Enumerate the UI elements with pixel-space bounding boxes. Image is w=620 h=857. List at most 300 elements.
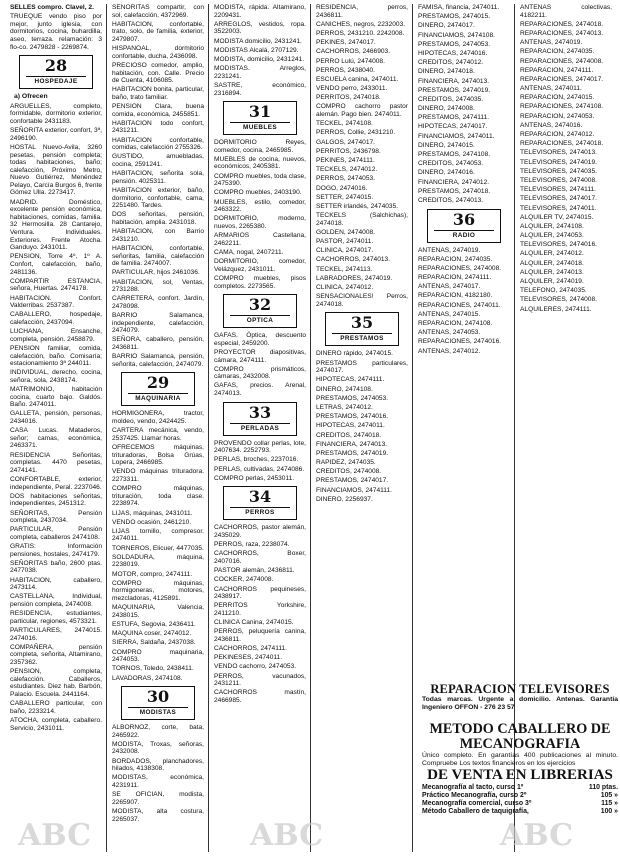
ad-text: FINANCIERA, 2474013. [316,440,388,448]
ad-text: FINANCIERA, 2474013. [418,77,490,85]
ad-text: TELEVISORES, 2474008. [520,176,597,184]
price-row [422,808,618,816]
ad-text: MODISTAS, económica, 4231911. [112,774,204,790]
ad-text: TECKELS, 2474012. [316,166,378,174]
ad-text: PERROS, 2438040. [316,66,376,74]
section-title: OPTICA [230,315,290,324]
ad-text: PERROS, 2474053. [316,175,376,183]
ad-text: MAQUINA coser, 2474012. [112,630,192,638]
ad-text: MADRID. Doméstico, excelente pensión económica, habitaciones, comidas, familia. 32 Hermosilla. 28 Cantarejo, Ventura. Individuales. Exteriores. Frente Atocha. Ganduyo. 2431011. [10,198,102,252]
section-number: 33 [248,402,272,422]
ad-text: PERROS, vacunados, 2431211. [214,672,306,688]
ad-text: SEÑORITAS compartir, con sol, calefacción, 4372969. [112,4,204,19]
ad-text: VENDO máquinas trituradora. 2273311. [112,468,204,483]
ad-text: COMPRO prismáticos, cámaras, 2432008. [214,365,306,381]
ad-text: COMPRO muebles, 2403190. [214,189,302,197]
ad-text: TECKEL, 2474113. [316,265,373,273]
ad-text: REPARACION, 2474035. [520,48,595,56]
ad-text: CASA Lucas. Mataderos, señor; camas, económica, 2463371. [10,427,102,450]
ad-text: TRUEQUE vendo piso por mejor, junto iglesia, con dormitorios, cocina, buhardilla, aseo, terraza. relamación: 3 flo-co. 2479828 - 2269874. [10,13,102,51]
column-divider [310,4,311,852]
ad-text: DINERO, 2474018. [418,68,475,76]
price-label: Mecanografía comercial, curso 3º [422,800,532,808]
ad-text: ANTENAS, 2474011. [520,85,582,93]
price-row [422,792,618,800]
section-title: PERLADAS [230,423,290,432]
ad-text: MAQUINARIA, Valencia, 2438015. [112,604,204,619]
ad-text: REPARACIONES, 2474108. [520,103,604,111]
ad-text: GAFAS, precios. Arenal, 2474013. [214,382,306,398]
ad-text: FINANCIAMOS, 2474108. [418,31,495,39]
ad-text: PARTICULARES, 2474015. 2474016. [10,627,102,642]
price-label: Método Caballero de taquigrafía, [422,808,529,816]
ad-text: CONFORTABLE, exterior, independiente, Peral. 2237046. [10,475,102,491]
ad-text: CLINICA, 2474017. [316,247,374,255]
ad-text: PRESTAMOS, 2474018. [418,187,491,195]
watermark-stamp: ABC [250,818,324,853]
ad-text: PRECIOSO comedor, amplio, habitación, con. Calle. Precio de Cuenta, 4106085. [112,61,204,85]
section-header-34 [223,486,297,520]
ad-text: PERROS, raza, 2238074. [214,541,290,549]
ad-text: DINERO, 2256937. [316,495,373,503]
section-title: PERROS [230,507,290,516]
typing-method-ad [422,722,618,816]
ad-text: MODISTAS. Arreglos, 2231241. [214,65,306,80]
ad-text: PERROS, Collie, 2431210. [316,129,396,137]
ad-text: PENSION, completa, calefacción. Caballeros, estudiantes. Diez hab. Barbón, Palacio. Escuela. 2441164. [10,668,102,698]
price-list [422,784,618,816]
ad-text: VENDO cachorro, 2474053. [214,663,297,671]
ad-text: GALGOS, 2474017. [316,138,376,146]
ad-text: ARMARIOS Castellana, 2462211. [214,232,306,247]
ad-list [520,149,612,239]
ad-heading: REPARACION TELEVISORES [430,682,610,696]
ad-text: FINANCIAMOS, 2474111. [316,486,392,494]
ad-text: CREDITOS, 2474012. [418,59,484,67]
ad-text: INDIVIDUAL, derecho, cocina, señora, sola, 2438174. [10,369,102,384]
ad-text: TORNOS, Toledo, 2438411. [112,665,194,673]
ad-text: HISPANOAL, dormitorio confortable, ducha, 2436098. [112,45,204,60]
ad-text: SENSACIONALES! Perros, 2474018. [316,293,408,308]
ad-text: ANTENAS, 2474017. [418,283,481,291]
ad-list [520,241,612,313]
ad-text: TECKEL, 2474108. [316,120,373,128]
ad-text: ALQUILER, 2474019. [520,278,584,286]
column-divider [106,4,107,852]
ad-text: MODISTAS Alcalá, 2707129. [214,46,299,54]
ad-text: HABITACION todo confort, 2431211. [112,119,204,135]
ad-text: HIPOTECAS, 2474111. [316,376,385,384]
ad-text: HABITACION exterior, baño, dormitorio, confortable, cama, 2251480. Tardes. [112,187,204,210]
ad-text: COMPRO perlas, 2453011. [214,474,295,482]
ad-text: FINANCIAMOS, 2474011. [418,132,495,140]
section-header-30 [121,686,195,720]
ad-text: REPARACIONES, 2474016. [418,338,502,346]
ad-text: PRESTAMOS particulares, 2474017. [316,359,408,375]
ad-text: GOLDEN, 2474008. [316,228,376,236]
section-title: MODISTAS [128,707,188,716]
ad-text: CREDITOS, 2474013. [418,196,484,204]
ad-text: COMPRO máquinas, trituración, toda clase. 2238974. [112,485,204,508]
ad-text: ALQUILERES, 2474111. [520,305,592,313]
ad-text: PROYECTOR diapositivas, cámara, 2474111. [214,348,306,364]
ad-text: CACHORROS pequineses, 2438917. [214,585,306,601]
ad-text: RESIDENCIA, perros, 2436811. [316,4,408,19]
ad-text: PERLAS, cultivadas, 2474086. [214,465,305,473]
ad-text: ALBORNOZ, corte, bata, 2465922. [112,724,204,739]
ad-text: CACHORROS, 2474111. [214,645,288,653]
ad-list [112,724,204,823]
ad-text: HABITACION confortable, comidas, calefacción 2755326. [112,136,204,152]
ad-text: ESCUELA canina, 2474011. [316,75,399,83]
ad-list [214,332,306,398]
ad-heading: METODO CABALLERO DE MECANOGRAFIA [429,721,611,752]
price-value: 115 » [601,800,618,808]
ad-list [112,4,204,368]
ad-text: HIPOTECAS, 2474011. [316,422,385,430]
ad-text: REPARACION, 4182180. [418,292,493,300]
section-number: 28 [44,56,68,76]
ad-list [214,4,306,97]
ad-text: GRATIS: Información pensiones, hostales, 2474179. [10,543,102,558]
section-header-31 [223,101,297,135]
ad-text: PENSION, Torre 4º, 1º A. Confort, calefacción, baño, 2481136. [10,253,102,276]
ad-text: ANTENAS, 2474019. [520,39,583,47]
ad-text: TELEVISORES, 2474013. [520,149,597,157]
column-1 [10,4,102,734]
ad-text: MODISTA, alta costura, 2265037. [112,808,204,823]
section-header-28 [19,55,93,89]
section-title: PRESTAMOS [332,333,392,342]
ad-text: PERRO Lulú, 2474008. [316,57,385,65]
ad-text: PRESTAMOS, 2474019. [418,86,491,94]
ad-text: REPARACION, 2474012. [520,131,595,139]
price-value: 105 » [600,792,618,800]
ad-text: CABALLERO particular, con baño, 2233214. [10,700,102,715]
column-5 [418,4,510,676]
ad-text: VENDO ocasión, 2461210. [112,518,192,526]
ad-text: HABITACION, señorita sola, pensión. 4025311. [112,170,204,185]
ad-text: MOTOR, compro, 2474111. [112,570,193,578]
section-number: 35 [350,313,374,333]
ad-list [418,4,510,205]
section-number: 36 [452,209,476,229]
section-header-29 [121,372,195,406]
ad-text: TELEVISORES, 2474019. [520,158,597,166]
ad-text: ATOCHA, completa, caballero. Servicio, 2431011. [10,716,102,732]
ad-text: GUSTIDO, amuebladas, cocina, 2591241. [112,153,204,169]
ad-text: REPARACION, 2474111. [520,66,594,74]
ad-text: HORMIGONERA, tractor, moldeo, vendo, 2424425. [112,410,204,425]
ad-text: REPARACION, 2474108. [418,320,493,328]
ad-list [316,350,408,503]
ad-text: TECKELS (Salchichas), 2474018. [316,212,408,227]
ad-text: DINERO, 2474016. [418,169,475,177]
ad-text: ANTENAS, 2474016. [520,121,583,129]
column-2 [112,4,204,825]
ad-text: PRESTAMOS, 2474111. [418,114,490,122]
ad-text: REPARACIONES, 2474017. [520,75,604,83]
ad-text: FINANCIERA, 2474012. [418,178,490,186]
ad-text: PEKINESES, 2474011. [214,654,283,662]
ad-text: DINERO, 2474017. [418,22,475,30]
ad-text: REPARACION, 2474035. [418,255,493,263]
section-header-35 [325,312,399,346]
ad-text: VENDO perro, 2433011. [316,85,388,93]
ad-text: CAMA, nogal, 2407211. [214,248,284,256]
ad-text: PASTOR, 2474011. [316,238,374,246]
ad-text: HABITACION, sol, Ventas, 2731288. [112,278,204,294]
price-label: Práctico Mecanografía, curso 2º [422,792,527,800]
ad-text: DORMITORIO, moderno, nuevos, 2265380. [214,215,306,230]
ad-text: PRESTAMOS, 2474108. [418,151,491,158]
ad-list [112,410,204,682]
ad-text: ANTENAS, 2474019. [418,246,481,254]
ad-text: TORNEROS, Elicuer, 4477035. [112,544,204,552]
ad-text: CREDITOS, 2474008. [316,468,382,476]
ad-text: COMPRO muebles, pisos completos. 2273565. [214,274,306,290]
ad-text: SE OFICIAN, modista, 2265907. [112,791,204,806]
ad-text: PARTICULAR, Pensión completa, caballeros 2474108. [10,526,102,541]
ad-text: HABITACION, caballero, 2473114. [10,576,102,592]
ad-text: CREDITOS, 2474018. [316,431,382,439]
section-title: MUEBLES [230,122,290,131]
ad-text: SEÑORA, caballero, pensión, 2436811. [112,336,204,352]
ad-text: HIPOTECAS, 2474016. [418,49,488,57]
ad-text: ARREGLOS, vestidos, ropa. 3522003. [214,20,306,36]
ad-text: REPARACIONES, 2474008. [418,264,502,272]
ad-text: PERRITOS, 2474018. [316,94,381,102]
ad-text: ESTUFA, Segovia, 2436411. [112,620,196,628]
ad-text: COMPRO muebles, toda clase, 2475390. [214,172,306,188]
section-number: 31 [248,102,272,122]
ad-text: BORDADOS, planchadores, hilados, 4138308. [112,757,204,773]
ad-text: COMPRO maquinaria, 2474053. [112,648,204,664]
ad-text: LETRAS, 2474012. [316,403,373,411]
ad-text: RESIDENCIA Señoritas, completas. 4470 pesetas, 2474141. [10,451,102,474]
ad-text: HABITACION, confortable, señoritas, familia, calefacción de familia. 2474007. [112,244,204,268]
ad-text: CARTERA mecánica, vendo, 2537425. Llamar horas. [112,427,204,442]
tv-repair-ad [422,683,618,711]
ad-text: PENSION Clara, buena comida, económica, 2455851. [112,103,204,118]
ad-text: COMPARTIR ESTANCIA, señora, Huertas. 2474178. [10,277,102,293]
ad-text: RESIDENCIA, estudiantes, particular, regiones, 4573321. [10,610,102,625]
ad-text: HIPOTECAS, 2474017. [418,123,488,131]
section-title: HOSPEDAJE [26,76,86,85]
subsection-title: a) Ofrecen [14,93,48,101]
ad-text: CACHORROS mastín, 2466985. [214,689,306,704]
ad-text: CREDITOS, 2474053. [418,160,484,168]
ad-text: MATRIMONIO, habitación cocina, cuarto bajo. Galdós. Baño. 2474011. [10,386,102,409]
ad-text: MUEBLES de cocina, nuevos, económicos, 2405381. [214,155,306,171]
ad-list [520,4,612,148]
ad-text: LAVADORAS, 2474108. [112,674,183,682]
ad-text: PENSION familiar, comida, calefacción, baño. Comisaría; estacionamiento 3ª 244011. [10,344,102,368]
ad-text: COMPRO máquinas, hormigoneras, motores, mezcladoras, 4125891. [112,579,204,602]
column-divider [412,4,413,852]
ad-text: ALQUILER, 2474053. [520,232,584,240]
ad-text: CASTELLANA, Individual, pensión completa, 2474008. [10,593,102,609]
ad-text: ALQUILER, 2474108. [520,222,584,230]
ad-text: ALQUILER, 2474013. [520,268,584,276]
ad-text: SELLES compro. Clavel, 2. [10,4,94,11]
ad-text: TELEVISORES, 2474008. [520,296,597,304]
ad-text: COMPRO cachorro pastor alemán. Pago bien. 2474011. [316,103,408,119]
ad-text: CACHORROS, 2474013. [316,256,391,264]
ad-text: ANTENAS, 2474015. [418,310,481,318]
ad-text: DORMITORIO, comedor, Velázquez, 2431011. [214,258,306,273]
ad-text: REPARACION, 2474053. [520,112,595,120]
ad-text: DOS señoritas, pensión, habitación, amplia. 2431018. [112,211,204,226]
column-6 [520,4,612,676]
ad-text: TELEVISORES, 2474017. [520,195,597,203]
ad-text: PERROS, peluquería canina, 2436811. [214,628,306,643]
ad-text: LIJAS, máquinas, 2431011. [112,509,193,517]
ad-text: REPARACIONES, 2474018. [520,140,604,148]
ad-text: SEÑORITAS, Pensión completa, 2437034. [10,509,102,525]
section-number: 30 [146,687,170,707]
ad-list [214,139,306,290]
ad-text: COCKER, 2474008. [214,576,274,584]
section-number: 32 [248,295,272,315]
ad-text: MODISTA, domicilio, 2431241. [214,55,305,63]
ad-text: TELEVISORES, 2474016. [520,241,597,249]
ad-text: CABALLERO, hospedaje, calefacción, 2437094. [10,311,102,326]
ad-text: RAPIDEZ, 2474035. [316,459,376,467]
ad-text: DORMITORIO Reyes, comedor, cocina, 2465985. [214,139,306,154]
ad-text: REPARACION, 2474015. [520,94,595,102]
section-number: 29 [146,373,170,393]
ad-text: PRESTAMOS, 2474019. [316,449,389,457]
section-header-33 [223,402,297,436]
ad-text: LIJAS tornillo, compresor. 2474011. [112,527,204,543]
ad-text: PRESTAMOS, 2474053. [316,394,389,402]
ad-text: OFRECEMOS máquinas, trituradoras, Bolsa Grúas, Lopera, 2466985. [112,443,204,467]
ad-text: PROVENDO collar perlas, lote, 2407634. 2252793. [214,439,306,455]
ad-text: ALQUILER TV, 2474015. [520,213,594,221]
ad-text: SETTER, 2474015. [316,193,374,201]
ad-text: BARRIO Salamanca, independiente, calefacción, 2474079. [112,312,204,335]
ad-text: SASTRE, económico, 2316894. [214,81,306,97]
watermark-stamp: ABC [500,818,574,853]
column-divider [208,4,209,852]
ad-text: PRESTAMOS, 2474015. [418,13,491,21]
ad-text: COMPAÑERA, pensión completa, señorita, Altamirano, 2357362. [10,643,102,666]
ad-text: PEKINES, 2474111. [316,157,375,164]
ad-text: PERRITOS, 2436798. [316,147,381,155]
ad-list [10,103,102,732]
ad-text: TELEVISORES, 2474111. [520,186,596,194]
ad-text: ARGUELLES, completo, formidable, dormitorio exterior, confortable 2431183. [10,102,102,125]
ad-text: DINERO, 2474008. [418,105,475,113]
ad-text: CACHORROS, Boxer, 2407016. [214,550,306,565]
section-title: RADIO [434,230,494,239]
ad-text: REPARACIONES, 2474018. [520,20,604,28]
ad-text: TELEVISORES, 2474035. [520,167,597,175]
ad-text: HOSTAL Nuevo-Avila, 3260 pesetas, pensión completa; todas habitaciones, baño; calefacción, Próximo Metro, Nuevo Gutiérrez, Menéndez Pelayo, Carcía Burgos 6, frente Gómez Ulla. 2273417. [10,143,102,197]
ad-list [214,440,306,483]
price-value: 110 ptas. [588,784,618,792]
ad-text: CREDITOS, 2474035. [418,95,484,103]
ad-text: PARTICULAR, hijos 2461036. [112,269,200,277]
ad-text: DOGO, 2474016. [316,184,368,192]
price-label: Mecanografía al tacto, curso 1º [422,784,524,792]
ad-text: CANICHES, negros, 2232003. [316,20,406,28]
ad-text: ANTENAS, 2474053. [418,329,481,337]
ad-text: FAMISA, financia, 2474011. [418,4,500,11]
ad-text: TELEVISORES, 2474011. [520,204,597,212]
ad-text: SETTER irlandés, 2474035. [316,202,399,210]
column-4 [316,4,408,505]
column-3 [214,4,306,706]
ad-list [418,247,510,356]
ad-text: ANTENAS, 2474012. [418,347,481,355]
ad-text: GALLETA, pensión, personas, 2434016. [10,410,102,426]
ad-text: REPARACION, 2474111. [418,274,492,282]
ad-text: ALQUILER, 2474012. [520,250,584,258]
ad-text: SIERRA, Saldaña, 2437038. [112,639,196,647]
ad-text: PERLAS, broches, 2237016. [214,456,299,464]
ad-text: DINERO, 2474015. [418,141,475,149]
price-row [422,784,618,792]
ad-text: PEKINES, 2474017. [316,39,376,47]
ad-text: ALQUILER, 2474018. [520,259,584,267]
ad-text: DINERO, 2474108. [316,385,373,393]
ad-text: PRESTAMOS, 2474016. [316,413,389,421]
ad-list [316,103,408,308]
ad-text: ANTENAS colectivas, 4182211. [520,4,612,19]
ad-text: SEÑORITA exterior, confort, 3ª, 2496190. [10,127,102,142]
ad-text: GAFAS. Óptica, descuento especial, 2459200. [214,332,306,347]
section-title: MAQUINARIA [128,393,188,402]
ad-text: REPARACIONES, 2474013. [520,29,604,37]
section-header-32 [223,294,297,328]
ad-text: REPARACIONES, 2474008. [520,57,604,65]
price-row [422,800,618,808]
ad-text: REPARACIONES, 2474011. [418,301,501,309]
ad-text: BARRIO Salamanca, pensión, señorita, calefacción, 2474079. [112,353,204,368]
ad-text: LABRADORES, 2474019. [316,274,393,282]
ad-text: TELEFONO, 2474035. [520,287,587,295]
ad-text: SEÑORITAS baño, 2600 ptas. 2477038. [10,559,102,575]
ad-text: PRESTAMOS, 2474017. [316,477,389,485]
ad-text: PRESTAMOS, 2474053. [418,40,491,48]
section-header-36 [427,209,501,243]
ad-text: DINERO rápido, 2474015. [316,350,393,358]
ad-text: SOLDADURA, máquina, 2238019. [112,553,204,569]
ad-text: CACHORROS, pastor alemán, 2435029. [214,524,306,539]
ad-text: CLINICA Canina, 2474015. [214,619,294,627]
ad-text: PERROS, 2431210. 2242008. [316,29,405,37]
ad-text: PASTOR alemán, 2436811. [214,567,295,575]
ad-text: HABITACION bonita, particular, baño, trato familiar. [112,86,204,101]
ad-text: DOS habitaciones señoritas, independientes, 2451312. [10,492,102,508]
ad-text: HABITACION, confortable, trato, solo, de familia, exterior, 2479807. [112,20,204,43]
ad-text: MODISTA, Troxas, señoras, 2432008. [112,740,204,756]
ad-text: CARRETERA, confort. Jardín, 2478098. [112,295,204,310]
ad-subheading: DE VENTA EN LIBRERIAS [427,767,613,784]
ad-list [316,4,408,102]
ad-text: HABITACION. Confort. Valderribas. 2537387. [10,294,102,310]
watermark-stamp: ABC [18,818,92,853]
ad-text: CACHORROS, 2466903. [316,48,391,56]
ad-text: MODISTA, rápida. Altamirano, 2209431. [214,4,306,19]
ad-body: Todas marcas. Urgente a domicilio. Antenas. Garantía Ingeniero OFFON - 276 23 57 [422,696,618,711]
section-number: 34 [248,487,272,507]
ad-text: LUCHANA, Ensanche, completa, pensión. 2458879. [10,328,102,343]
ad-text: MUEBLES, estilo, comedor, 2463322. [214,198,306,214]
ad-text: PERRITOS Yorkshire, 2411210. [214,602,306,617]
